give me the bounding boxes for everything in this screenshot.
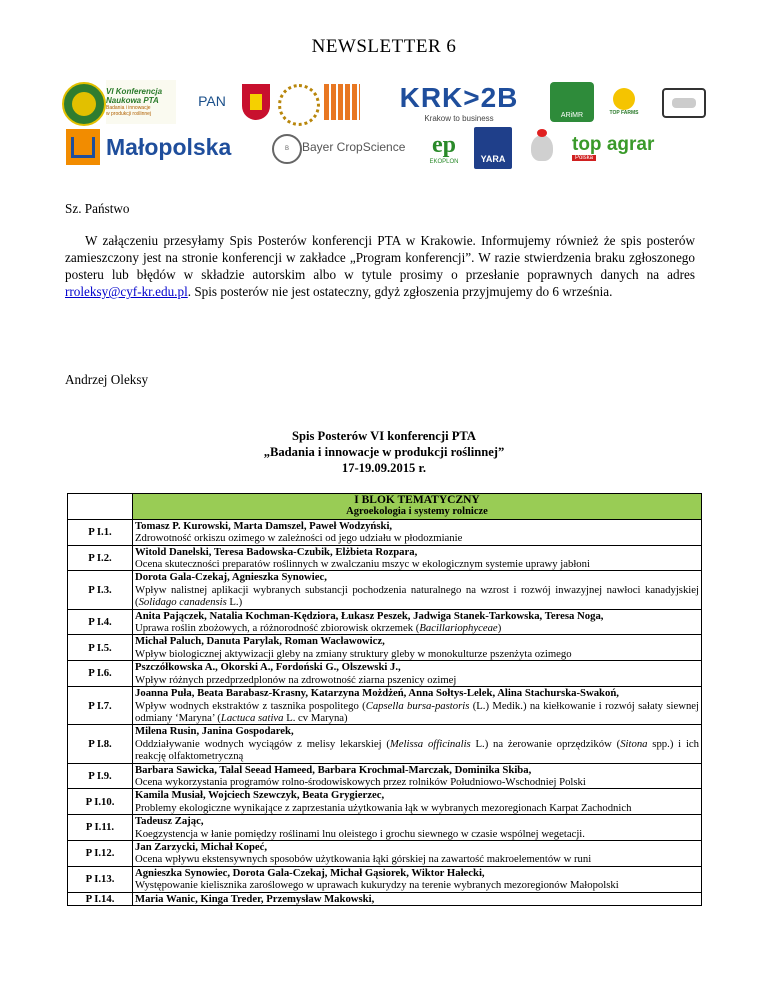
table-row (68, 545, 702, 571)
table-row (68, 519, 702, 545)
malopolska-emblem (66, 129, 100, 165)
table-row (68, 815, 702, 841)
malopolska-logo: Małopolska (106, 133, 232, 160)
poster-authors: Witold Danelski, Teresa Badowska-Czubik, Elżbieta Rozpara, (135, 545, 418, 558)
pta-conf-line4: w produkcji roślinnej (106, 111, 152, 117)
poster-authors: Michał Paluch, Danuta Parylak, Roman Wacławowicz, (135, 635, 385, 648)
letter-body-text-2: . Spis posterów nie jest ostateczny, gdyż zgłoszenia przyjmujemy do 6 września. (187, 284, 613, 299)
table-row (68, 661, 702, 687)
table-row (68, 635, 702, 661)
poster-title: Ocena skuteczności preparatów roślinnych w zwalczaniu mszyc w ekologicznym systemie uprawy jabłoni (135, 558, 590, 571)
poster-list-subtitle: „Badania i innowacje w produkcji roślinnej” (263, 445, 505, 459)
poster-entry (133, 763, 702, 789)
poster-number: P I.5. (68, 635, 133, 661)
poster-title: Wpływ wodnych ekstraktów z tasznika pospolitego (Capsella bursa-pastoris (L.) Medik.) na kiełkowanie i rozwój sałaty siewnej odmiany ‘Maryna’ (Lactuca sativa L. cv Maryna) (135, 699, 700, 724)
university-seal-logo (278, 84, 320, 126)
poster-number: P I.10. (68, 789, 133, 815)
poster-title: Wpływ nalistnej aplikacji wybranych substancji pochodzenia naturalnego na wzrost i rozwój inwazyjnej nawłoci kanadyjskiej (Solidago canadensis L.) (135, 583, 699, 609)
poster-entry (133, 840, 702, 866)
poster-authors: Maria Wanic, Kinga Treder, Przemysław Makowski, (135, 892, 375, 905)
poster-number: P I.13. (68, 866, 133, 892)
top-agrar-badge: Polska (572, 155, 596, 161)
poster-entry (133, 635, 702, 661)
rooster-logo (524, 129, 560, 167)
arimr-logo (550, 82, 594, 122)
letter-body (65, 232, 695, 300)
pta-conf-line1: VI Konferencja (106, 87, 163, 96)
poster-authors: Tomasz P. Kurowski, Marta Damszel, Paweł Wodzyński, (135, 519, 393, 532)
poster-title: Oddziaływanie wodnych wyciągów z melisy lekarskiej (Melissa officinalis L.) na żerowanie oprzędzików (Sitona spp.) i ich reakcję olfaktometryczną (135, 737, 699, 763)
poster-title: Wpływ różnych przedprzedplonów na zdrowotność ziarna pszenicy ozimej (135, 673, 457, 686)
poster-title: Zdrowotność orkiszu ozimego w zależności od jego udziału w płodozmianie (135, 532, 463, 545)
poster-number: P I.9. (68, 763, 133, 789)
pan-logo: PAN (198, 93, 226, 109)
poster-number: P I.7. (68, 687, 133, 725)
yara-logo (474, 127, 512, 169)
bayer-cropscience-logo: Bayer CropScience (302, 140, 406, 154)
table-row (68, 687, 702, 725)
poster-number: P I.11. (68, 815, 133, 841)
poster-list-heading (0, 428, 768, 476)
poster-list-title: Spis Posterów VI konferencji PTA (291, 429, 476, 443)
poster-entry (133, 866, 702, 892)
table-block-row (68, 494, 702, 520)
greeting: Sz. Państwo (65, 201, 130, 216)
poster-entry (133, 545, 702, 571)
table-block-heading (133, 494, 702, 520)
poster-authors: Kamila Musiał, Wojciech Szewczyk, Beata Grygierzec, (135, 789, 385, 802)
top-agrar-text: top agrar (572, 134, 655, 155)
top-farms-text: TOP FARMS (609, 110, 639, 116)
pta-conference-logo (106, 80, 176, 124)
krk2b-logo (374, 80, 544, 124)
signature: Andrzej Oleksy (65, 372, 149, 387)
poster-authors: Tadeusz Zając, (135, 815, 204, 828)
table-row (68, 725, 702, 763)
letter-body-text-1: W załączeniu przesyłamy Spis Posterów konferencji PTA w Krakowie. Informujemy również że spis posterów zamieszczony jest na stronie konferencji w zakładce „Program konferencji”. W razie stwierdzenia braku zgłoszonego posteru lub błędów w składzie autorskim albo w tytule prosimy o przesłanie poprawnych danych na adres (65, 233, 695, 282)
ekoplon-logo: ep EKOPLON (429, 131, 459, 165)
table-row (68, 866, 702, 892)
poster-authors: Agnieszka Synowiec, Dorota Gala-Czekaj, Michał Gąsiorek, Wiktor Hałecki, (135, 866, 485, 879)
poster-authors: Milena Rusin, Janina Gospodarek, (135, 725, 294, 738)
poster-list-dates: 17-19.09.2015 r. (341, 461, 427, 475)
kikc-logo (662, 88, 706, 118)
poster-authors: Pszczółkowska A., Okorski A., Fordoński G., Olszewski J., (135, 661, 401, 674)
table-row (68, 763, 702, 789)
poster-entry (133, 661, 702, 687)
sponsor-logos-row-1 (62, 80, 712, 124)
poster-title: Wpływ biologicznej aktywizacji gleby na zmiany struktury gleby w monokulturze pszenżyta ozimego (135, 647, 572, 660)
yara-text: YARA (480, 154, 506, 164)
table-row (68, 892, 702, 905)
poster-authors: Barbara Sawicka, Talal Seead Hameed, Barbara Krochmal-Marczak, Dominika Skiba, (135, 763, 532, 776)
top-farms-logo (602, 82, 646, 122)
poster-number: P I.6. (68, 661, 133, 687)
poster-title: Koegzystencja w łanie pomiędzy roślinami lnu oleistego i grochu siewnego w czasie wspólnej wegetacji. (135, 827, 585, 840)
poster-authors: Joanna Puła, Beata Barabasz-Krasny, Katarzyna Możdżeń, Anna Sołtys-Lelek, Alina Stachurska-Swakoń, (135, 687, 619, 700)
poster-entry (133, 892, 702, 905)
pta-conf-line3: Badania i innowacje (106, 105, 151, 111)
krk2b-subtitle: Krakow to business (424, 113, 494, 123)
block-title: I BLOK TEMATYCZNY (354, 494, 480, 506)
poster-number: P I.2. (68, 545, 133, 571)
coat-of-arms-logo (242, 84, 270, 120)
poster-table (67, 493, 702, 906)
pta-round-logo (62, 82, 106, 126)
bayer-cross-icon: B (272, 134, 302, 164)
poster-title: Występowanie kielisznika zaroślowego w uprawach kukurydzy na terenie wybranych mezoregionów Małopolski (135, 879, 619, 892)
table-row (68, 609, 702, 635)
poster-number: P I.12. (68, 840, 133, 866)
poster-entry (133, 519, 702, 545)
newsletter-title: NEWSLETTER 6 (311, 36, 457, 57)
table-row (68, 789, 702, 815)
table-row (68, 840, 702, 866)
poster-entry (133, 571, 702, 609)
sponsor-logos-row-2 (62, 125, 712, 173)
poster-title: Uprawa roślin zbożowych, a różnorodność zbiorowisk okrzemek (Bacillariophyceae) (135, 622, 502, 635)
poster-entry (133, 609, 702, 635)
poster-authors: Jan Zarzycki, Michał Kopeć, (135, 840, 268, 853)
poster-authors: Anita Pajączek, Natalia Kochman-Kędziora, Łukasz Peszek, Jadwiga Stanek-Tarkowska, Teresa Noga, (135, 609, 604, 622)
table-row (68, 571, 702, 609)
poster-number: P I.8. (68, 725, 133, 763)
top-agrar-logo (572, 127, 662, 169)
poster-title: Ocena wykorzystania programów rolno-środowiskowych przez rolników Południowo-Wschodniej Polski (135, 775, 586, 788)
poster-entry (133, 815, 702, 841)
poster-number: P I.4. (68, 609, 133, 635)
poster-title: Problemy ekologiczne wynikające z zaprzestania użytkowania łąk w wybranych mezoregionach Karpat Zachodnich (135, 801, 632, 814)
ekoplon-text: EKOPLON (429, 158, 459, 165)
poster-entry (133, 725, 702, 763)
poster-number: P I.3. (68, 571, 133, 609)
email-link[interactable]: rroleksy@cyf-kr.edu.pl (65, 284, 188, 299)
poster-entry (133, 687, 702, 725)
pta-conf-line2: Naukowa PTA (106, 96, 159, 105)
arimr-text: ARiMR (560, 111, 584, 119)
poster-entry (133, 789, 702, 815)
poster-number: P I.14. (68, 892, 133, 905)
poster-number: P I.1. (68, 519, 133, 545)
poster-title: Ocena wpływu ekstensywnych sposobów użytkowania łąki górskiej na zawartość makroelementów w runi (135, 853, 592, 866)
poster-authors: Dorota Gala-Czekaj, Agnieszka Synowiec, (135, 571, 327, 584)
block-subheading: Agroekologia i systemy rolnicze (346, 506, 488, 518)
krk2b-text: KRK>2B (399, 81, 519, 113)
krk-squares-logo (324, 84, 360, 120)
